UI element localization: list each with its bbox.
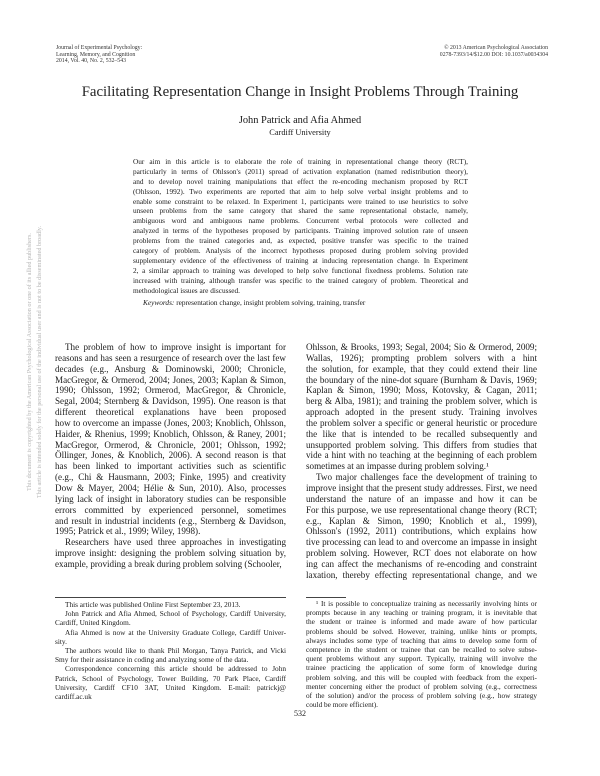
page-number: 532: [294, 709, 306, 718]
text-line: unseen problems from the same category that shared the same representational obstacle, namely,: [133, 206, 468, 216]
paragraph: [55, 537, 286, 570]
text-line: decades (e.g., Ansburg & Dominowski, 2000; Chronicle,: [55, 363, 286, 374]
keywords: [143, 298, 365, 308]
text-line: and result in industrial incidents (e.g., Sternberg & Davidson,: [55, 515, 286, 526]
text-line: Two major challenges face the development of training to: [316, 472, 537, 483]
text-line: quent problems without any support. Typically, training will involve the: [306, 654, 537, 664]
text-line: MacGregor, & Ormerod, 2004; Jones, 2003; Kaplan & Simon,: [55, 374, 286, 385]
footnote-divider-left: [55, 597, 286, 598]
paragraph: [55, 628, 286, 646]
copyright-notice: © 2013 American Psychological Association: [444, 45, 548, 51]
paper-title: Facilitating Representation Change in Insight Problems Through Training: [81, 84, 519, 100]
text-line: 1995; Patrick et al., 1999; Wiley, 1998).: [55, 526, 201, 537]
text-line: Ohlsson, & Brooks, 1993; Segal, 2004; Sio & Ormerod, 2009;: [306, 342, 537, 352]
text-line: This article was published Online First September 23, 2013.: [65, 600, 241, 609]
text-line: errors committed by experienced personnel, sometimes: [55, 504, 286, 515]
text-line: problems from the trained categories and, as expected, positive transfer was specific to the trained: [133, 236, 468, 246]
text-line: 2, a similar approach to training was developed to help solve functional fixedness problems. Solution rate: [133, 265, 468, 275]
text-line: (e.g., Chi & Hausmann, 2003; Finke, 1995) and creativity: [55, 472, 286, 483]
watermark-line-1: This document is copyrighted by the American Psychological Association or one of its allied publishers.: [26, 233, 33, 491]
keywords-value: representation change, insight problem solving, training, transfer: [176, 298, 366, 307]
text-line: e.g., Kaplan & Simon, 1990; Knoblich et al., 1999),: [306, 515, 537, 526]
text-line: vide a hint with no teaching at the beginning of each problem: [306, 450, 537, 461]
text-line: Öllinger, Jones, & Knoblich, 2006). A second reason is that: [55, 450, 286, 461]
text-line: sity.: [55, 636, 67, 646]
abstract: [133, 157, 468, 295]
text-line: competence in the student or trainee that can be recalled to solve subse-: [306, 644, 537, 654]
text-line: The authors would like to thank Phil Morgan, Tanya Patrick, and Vicki: [65, 645, 286, 655]
text-line: methodological issues are discussed.: [133, 285, 240, 295]
paragraph: [55, 600, 286, 609]
text-line: prompts because in any teaching or training program, it is inevitable that: [306, 608, 537, 618]
watermark-line-2: This article is intended solely for the personal use of the individual user and is not to be disseminated broadly.: [36, 225, 43, 499]
author-note: [55, 600, 286, 701]
text-line: problem solving, and this will be coupled with feedback from the experi-: [306, 672, 537, 682]
text-line: laxation, thereby effecting representational change, and we: [306, 569, 537, 580]
paragraph: [306, 599, 537, 709]
text-line: Afia Ahmed is now at the University Graduate College, Cardiff Univer-: [65, 627, 286, 637]
paragraph: [133, 157, 468, 295]
body-column-right: [306, 342, 537, 581]
text-line: understand the nature of an impasse and how it can be: [306, 493, 537, 504]
text-line: ¹ It is possible to conceptualize training as necessarily involving hints or: [316, 599, 537, 608]
paragraph: [306, 472, 537, 580]
doi: 0278-7393/14/$12.00 DOI: 10.1037/a0034304: [439, 51, 548, 58]
text-line: Ohlsson's (1992, 2011) contributions, which explains how: [306, 526, 537, 537]
text-line: Wallas, 1926); prompting problem solvers with a hint: [306, 352, 537, 363]
text-line: particularly in terms of Ohlsson's (2011) spread of activation explanation (named redistribution theory),: [133, 166, 468, 176]
text-line: trainee practicing the application of some form of knowledge during: [306, 663, 537, 673]
text-line: 1990; Ohlsson, 1992; Ormerod, MacGregor, & Chronicle,: [55, 385, 286, 396]
paragraph: [55, 646, 286, 664]
text-line: cardiff.ac.uk: [55, 691, 92, 701]
text-line: the boundary of the nine-dot square (Burnham & Davis, 1969;: [306, 374, 537, 385]
text-line: enable some constraint to be relaxed. In Experiment 1, participants were trained to use heuristics to solve: [133, 196, 468, 206]
text-line: Researchers have used three approaches in investigating: [65, 537, 286, 548]
text-line: University, Cardiff CF10 3AT, United Kingdom. E-mail: patrickj@: [55, 682, 286, 692]
body-column-left: [55, 342, 286, 570]
journal-name-line-2: Learning, Memory, and Cognition: [56, 51, 136, 58]
text-line: tive processing can lead to and overcome an impasse in insight: [306, 537, 537, 548]
text-line: Smy for their assistance in coding and analyzing some of the data.: [55, 655, 249, 665]
text-line: and to develop novel training manipulations that effect the re-encoding mechanism proposed by RCT: [133, 176, 468, 186]
text-line: Haider, & Rhenius, 1999; Knoblich, Ohlsson, & Raney, 2001;: [55, 428, 286, 439]
text-line: improve insight that the present study addresses. First, we need: [306, 482, 537, 493]
text-line: berg & Alba, 1981); and training the problem solver, which is: [306, 396, 537, 407]
affiliation: Cardiff University: [269, 128, 331, 137]
keywords-label: Keywords:: [143, 298, 175, 307]
text-line: ambiguous word and ambiguous name problems. Concurrent verbal protocols were collected and: [133, 216, 468, 226]
text-line: always includes some type of teaching that aims to develop some form of: [306, 635, 537, 645]
footnote: [306, 599, 537, 709]
text-line: reasons and has seen a resurgence of research over the last few: [55, 352, 286, 363]
paragraph: [306, 342, 537, 472]
text-line: MacGregor, Ormerod, & Chronicle, 2001; Ohlsson, 1992;: [55, 439, 286, 450]
journal-name-line-1: Journal of Experimental Psychology:: [56, 45, 143, 51]
text-line: problem solving. However, RCT does not elaborate on how: [306, 548, 537, 559]
text-line: analyzed in terms of the hypotheses proposed by participants. Training improved solution rate of unseen: [133, 226, 468, 236]
text-line: the solution, for example, that they could extend their line: [306, 363, 537, 374]
text-line: sometimes at an impasse during problem solving.¹: [306, 461, 489, 472]
journal-volume: 2014, Vol. 40, No. 2, 532–543: [56, 58, 126, 65]
text-line: (Ohlsson, 1992). Two experiments are reported that aim to help solve verbal insight problems and to: [133, 186, 468, 196]
text-line: could be more efficient).: [306, 700, 378, 710]
text-line: Kaplan & Simon, 1990; Moss, Kotovsky, & Cagan, 2011;: [306, 385, 537, 396]
text-line: has been linked to important activities such as scientific: [55, 461, 286, 472]
text-line: Correspondence concerning this article should be addressed to John: [65, 664, 286, 674]
text-line: The problem of how to improve insight is important for: [65, 342, 286, 352]
text-line: Segal, 2004; Sternberg & Davidson, 1995). One reason is that: [55, 396, 286, 407]
text-line: the like that is intended to be recalled subsequently and: [306, 428, 537, 439]
text-line: increased with training, although transfer was specific to the trained category of problem. Theoretical and: [133, 275, 468, 285]
copyright-header: [440, 45, 548, 58]
text-line: Our aim in this article is to elaborate the role of training in representational change theory (RCT),: [133, 157, 468, 166]
text-line: how to overcome an impasse (Jones, 2003; Knoblich, Ohlsson,: [55, 417, 286, 428]
text-line: the problem solver a specific or general heuristic or procedure: [306, 417, 537, 428]
text-line: different theoretical explanations have been proposed: [55, 407, 286, 418]
text-line: supplementary evidence of the effectiveness of training at inducing representation change. In Experiment: [133, 255, 468, 265]
text-line: lying lack of insight in laboratory studies can be responsible: [55, 493, 286, 504]
text-line: John Patrick and Afia Ahmed, School of Psychology, Cardiff University,: [65, 609, 286, 619]
paragraph: [55, 664, 286, 701]
text-line: category of problem. Analysis of the incorrect hypotheses proposed during problem solving provided: [133, 246, 468, 256]
text-line: approach adopted in the present study. Training involves: [306, 407, 537, 418]
paragraph: [55, 342, 286, 537]
text-line: problems should be solved. However, training, unlike hints or prompts,: [306, 626, 537, 636]
journal-header: [56, 45, 142, 65]
text-line: Patrick, School of Psychology, Tower Building, 70 Park Place, Cardiff: [55, 673, 286, 683]
text-line: improve insight: designing the problem solving situation by,: [55, 548, 286, 559]
footnote-divider-right: [306, 597, 346, 598]
text-line: For this purpose, we use representational change theory (RCT;: [306, 504, 537, 515]
text-line: example, providing a break during problem solving (Schooler,: [55, 558, 282, 569]
text-line: menter concerning either the product of problem solving (e.g., correctness: [306, 681, 537, 691]
authors: John Patrick and Afia Ahmed: [238, 115, 362, 126]
copyright-watermark: [25, 212, 45, 512]
text-line: ing can affect the mechanisms of re-encoding and constraint: [306, 558, 537, 569]
text-line: unsupported problem solving. This differs from studies that: [306, 439, 537, 450]
text-line: Dow & Mayer, 2004; Hélie & Sun, 2010). Also, processes: [55, 482, 286, 493]
text-line: Cardiff, United Kingdom.: [55, 618, 131, 628]
text-line: of the solution) and/or the process of problem solving (e.g., how strategy: [306, 690, 537, 700]
text-line: the student or trainee is informed and made aware of how particular: [306, 617, 537, 627]
paragraph: [55, 609, 286, 627]
